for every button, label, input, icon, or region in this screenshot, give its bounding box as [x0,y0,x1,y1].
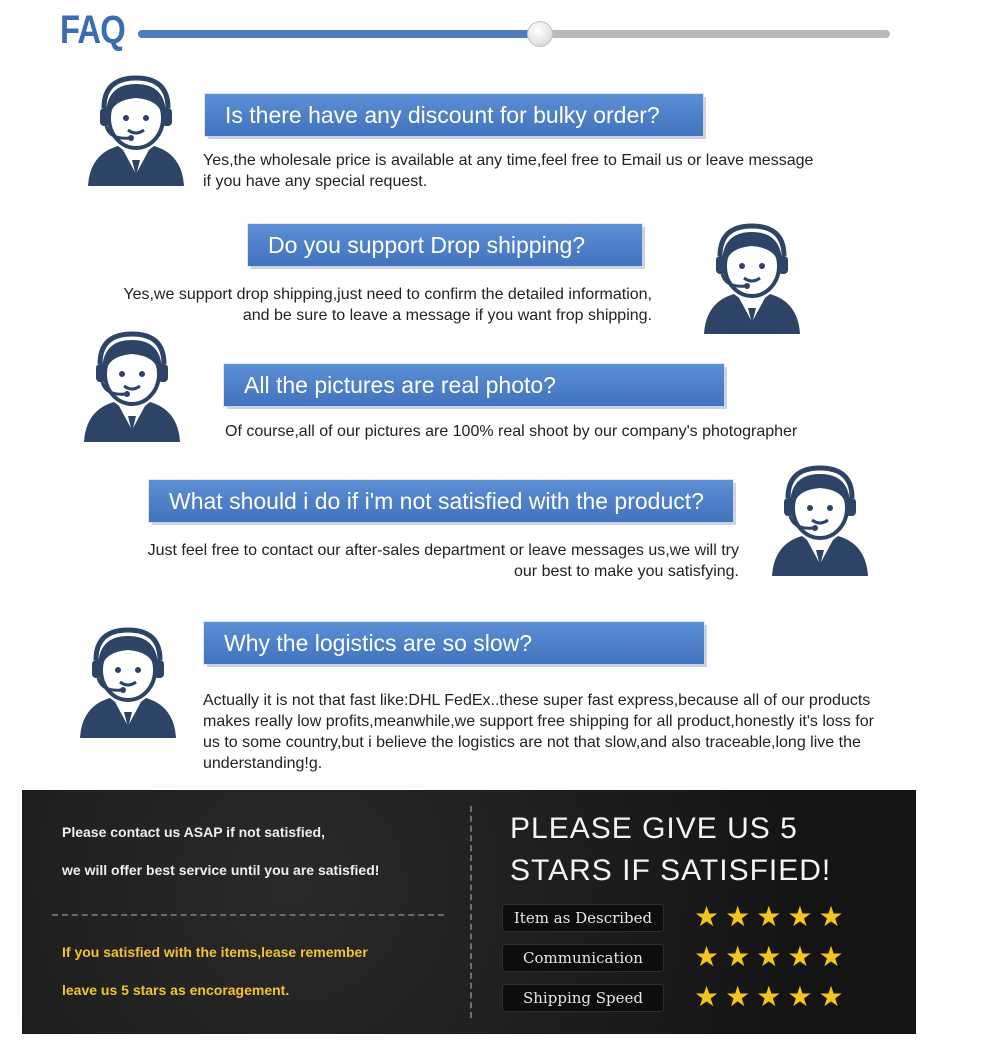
panel-contact-line: Please contact us ASAP if not satisfied, [62,824,325,840]
answer-line: if you have any special request. [203,173,428,190]
star-icon: ★ [787,901,813,932]
star-icon: ★ [725,981,751,1012]
answer-line: Just feel free to contact our after-sales department or leave messages us,we will try [147,542,739,559]
star-icon: ★ [756,981,782,1012]
faq-answer-1 [203,150,813,192]
star-icon: ★ [694,901,720,932]
star-icon: ★ [818,981,844,1012]
rating-label: Shipping Speed [502,984,664,1012]
star-icon: ★ [725,901,751,932]
progress-slider[interactable] [138,30,890,38]
answer-line: Of course,all of our pictures are 100% real shoot by our company's photographer [225,423,798,440]
panel-reminder-line: If you satisfied with the items,lease remember [62,944,368,960]
rating-stars [694,940,850,973]
star-icon: ★ [818,941,844,972]
feedback-panel [22,790,916,1034]
customer-service-headset-icon [70,626,186,742]
slider-knob[interactable] [527,21,553,47]
panel-vertical-divider [470,806,472,1018]
panel-headline-line-1: PLEASE GIVE US 5 [510,812,798,845]
rating-label: Communication [502,944,664,972]
answer-line: and be sure to leave a message if you want frop shipping. [242,307,652,324]
faq-title: FAQ [60,8,125,52]
panel-headline-line-2: STARS IF SATISFIED! [510,854,832,887]
star-icon: ★ [694,981,720,1012]
answer-line: understanding!g. [203,755,323,772]
customer-service-headset-icon [694,222,810,338]
faq-answer-5 [203,690,874,774]
answer-line: makes really low profits,meanwhile,we support free shipping for all product,honestly it's loss for [203,713,874,730]
faq-answer-4 [80,540,739,582]
star-icon: ★ [756,941,782,972]
faq-question-5: Why the logistics are so slow? [204,622,704,664]
star-icon: ★ [756,901,782,932]
panel-service-line: we will offer best service until you are satisfied! [62,862,380,878]
faq-answer-2 [80,284,652,326]
star-icon: ★ [694,941,720,972]
faq-question-1: Is there have any discount for bulky order? [205,94,703,136]
rating-stars [694,900,850,933]
faq-question-4: What should i do if i'm not satisfied with the product? [149,480,733,522]
faq-question-3: All the pictures are real photo? [224,364,724,406]
faq-question-2: Do you support Drop shipping? [248,224,642,266]
answer-line: Yes,the wholesale price is available at any time,feel free to Email us or leave message [203,152,814,169]
rating-label: Item as Described [502,904,664,932]
panel-dashed-separator [52,914,444,916]
star-icon: ★ [818,901,844,932]
star-icon: ★ [725,941,751,972]
slider-fill [138,30,540,38]
rating-stars [694,980,850,1013]
customer-service-headset-icon [78,74,194,190]
customer-service-headset-icon [762,464,878,580]
panel-encouragement-line: leave us 5 stars as encoragement. [62,982,290,998]
faq-answer-3 [225,421,797,442]
answer-line: Actually it is not that fast like:DHL FedEx..these super fast express,because all of our products [203,692,871,709]
answer-line: our best to make you satisfying. [514,563,739,580]
answer-line: Yes,we support drop shipping,just need to confirm the detailed information, [123,286,652,303]
star-icon: ★ [787,941,813,972]
customer-service-headset-icon [74,330,190,446]
answer-line: us to some country,but i believe the logistics are not that slow,and also traceable,long live the [203,734,861,751]
star-icon: ★ [787,981,813,1012]
